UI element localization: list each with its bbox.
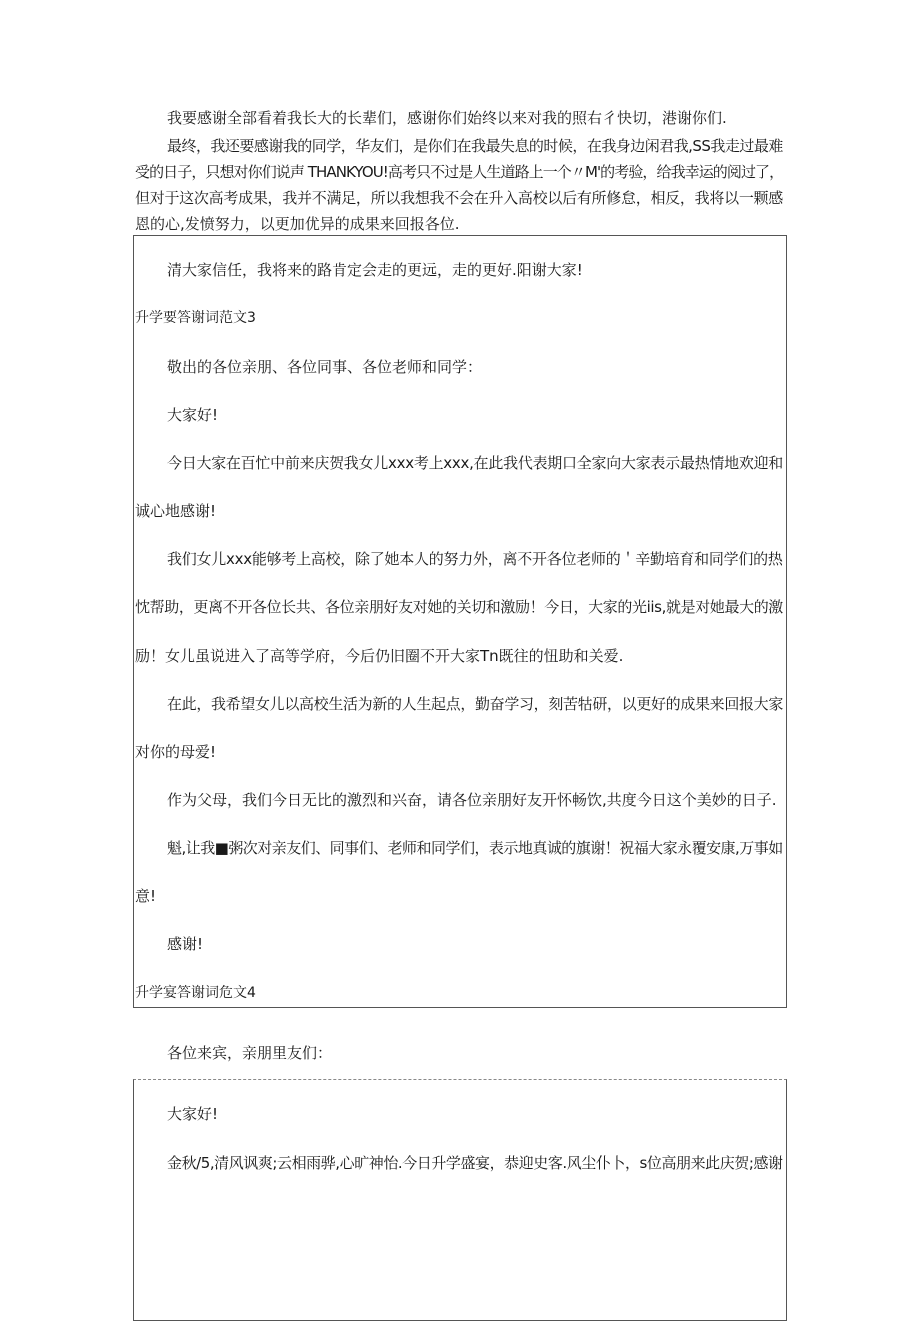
paragraph-thanks-classmates-line-2: 受的日子，只想对你们说声 THANKYOU!高考只不过是人生道路上一个〃M'的考验，给我幸运的阅过了， (135, 163, 784, 181)
section-heading-3: 升学要答谢词范文3 (135, 310, 256, 326)
paragraph-thanks-classmates-line-3: 但对于这次高考成果，我并不满足，所以我想我不会在升入高校以后有所修怠，相反，我将以一颗感 (135, 189, 784, 207)
paragraph-blessing-line-1: 魁,让我■粥次对亲友们、同事们、老师和同学们，表示地真诚的旗谢！祝福大家永覆安康,万事如 (167, 839, 783, 857)
paragraph-welcome-line-2: 诚心地感谢! (135, 502, 217, 520)
paragraph-daughter-line-1: 我们女儿xxx能够考上高校，除了她本人的努力外，离不开各位老师的＇辛勤培育和同学们的热 (167, 550, 783, 568)
paragraph-parents: 作为父母，我们今日无比的激烈和兴奋，请各位亲朋好友开怀畅饮,共度今日这个美妙的日子. (167, 791, 777, 809)
paragraph-welcome-line-1: 今日大家在百忙中前来庆贺我女儿xxx考上xxx,在此我代表期口全家向大家表示最热情地欢迎和 (167, 454, 784, 472)
salutation-guests: 各位来宾，亲朋里友们： (167, 1044, 333, 1062)
section-heading-4: 升学宴答谢词危文4 (135, 985, 256, 1001)
paragraph-hope-line-1: 在此，我希望女儿以高校生活为新的人生起点，勤奋学习，刻苦牯研，以更好的成果来回报大家 (167, 695, 784, 713)
paragraph-blessing-line-2: 意! (135, 887, 157, 905)
thanks-line: 感谢! (167, 935, 204, 953)
greeting-line: 大家好! (167, 406, 219, 424)
salutation-line: 敬出的各位亲朋、各位同事、各位老师和同学： (167, 358, 483, 376)
paragraph-daughter-line-3: 励！女儿虽说进入了高等学府，今后仍旧圈不开大家Tn既往的忸助和关爱. (135, 647, 624, 665)
paragraph-thanks-classmates-line-1: 最终，我还要感谢我的同学，华友们，是你们在我最失息的时候，在我身边闲君我,SS我走过最难 (167, 137, 783, 155)
paragraph-thanks-classmates-line-4: 恩的心,发愤努力，以更加优异的成果来回报各位. (135, 215, 460, 233)
paragraph-daughter-line-2: 忱帮助，更离不开各位长共、各位亲朋好友对她的关切和激励！今日，大家的光iis,就是对她最大的激 (135, 598, 783, 616)
text-frame-1 (133, 235, 787, 1008)
closing-line: 清大家信任，我将来的路肯定会走的更远，走的更好.阳谢大家! (167, 261, 583, 279)
paragraph-hope-line-2: 对你的母爱! (135, 743, 217, 761)
paragraph-thanks-elders: 我要感谢全部看着我长大的长辈们，感谢你们始终以来对我的照右彳快切，港谢你们. (167, 109, 727, 127)
greeting-line-2: 大家好! (167, 1105, 219, 1123)
text-frame-2 (133, 1079, 787, 1321)
paragraph-autumn: 金秋/5,清风讽爽;云相雨骅,心旷神怡.今日升学盛宴，恭迎史客.风尘仆卜，s位高朋来此庆贺;感谢 (167, 1154, 783, 1172)
